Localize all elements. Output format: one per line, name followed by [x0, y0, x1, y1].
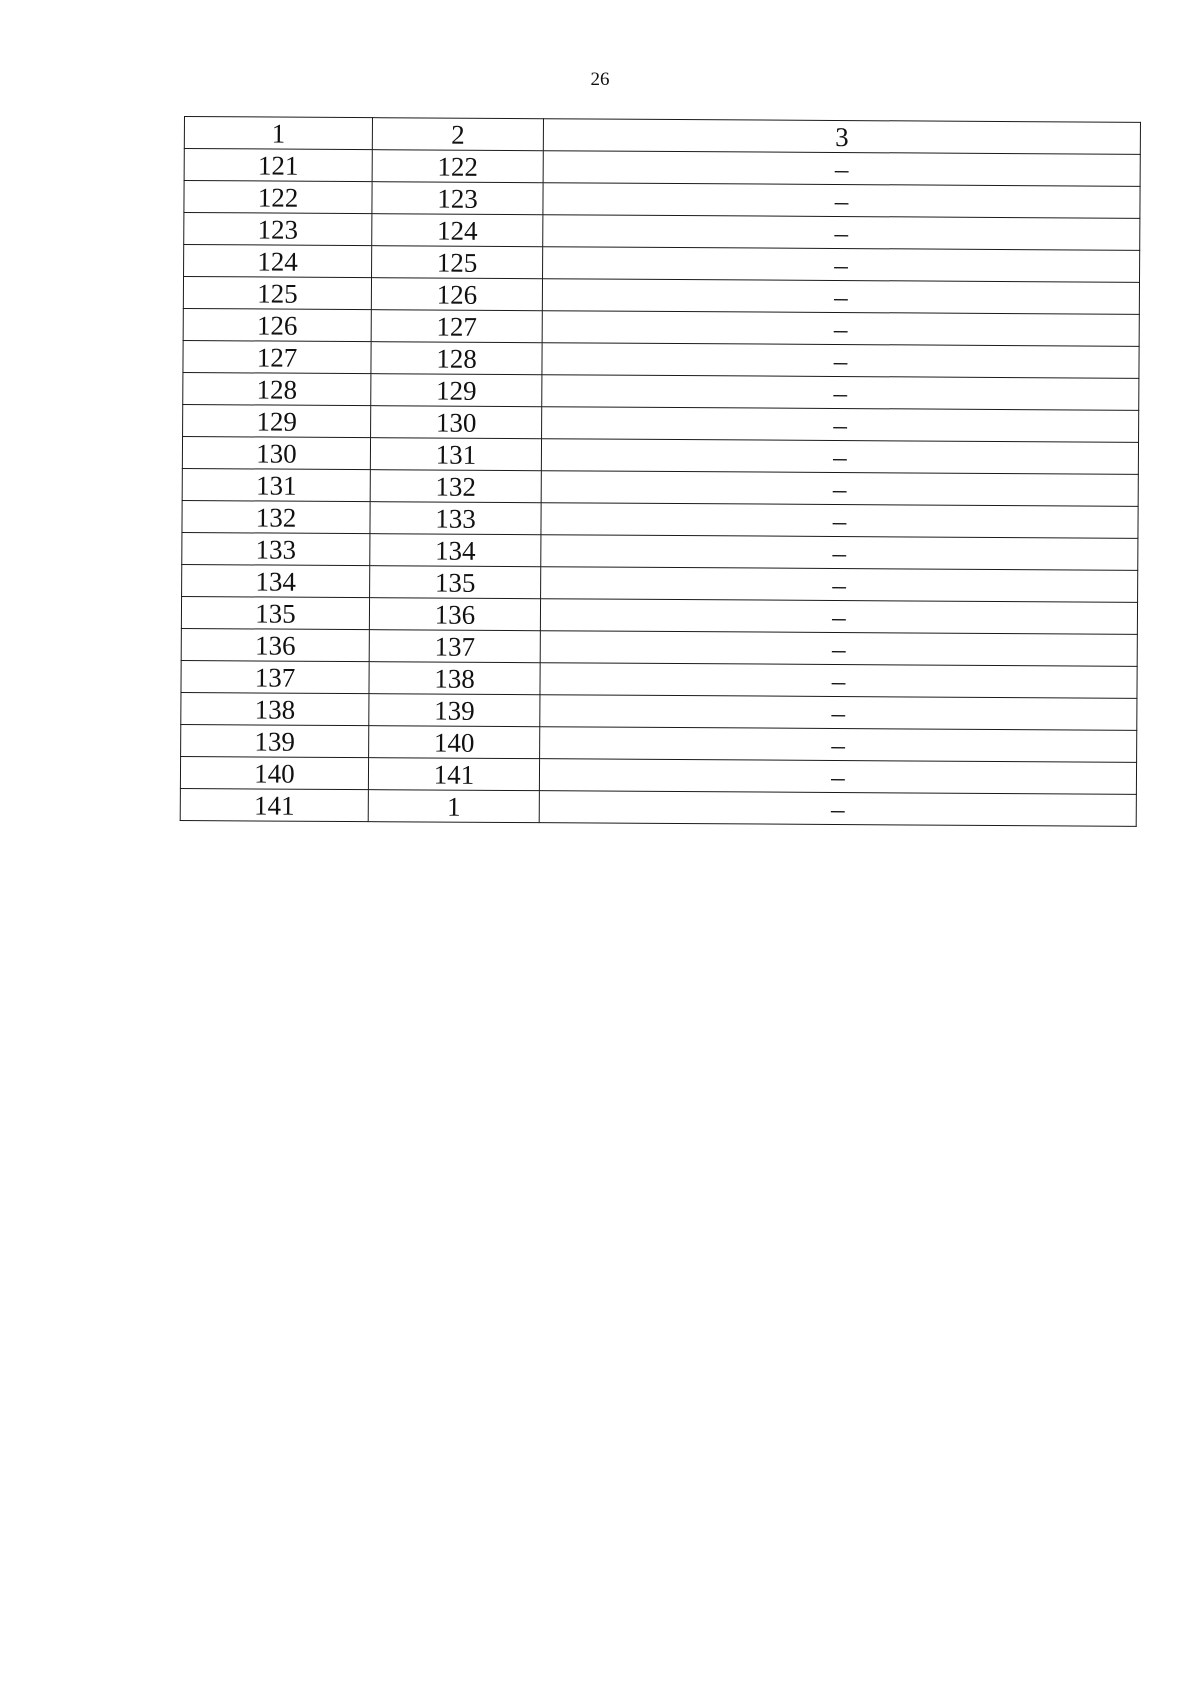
table-cell: –	[540, 663, 1137, 699]
table-cell: –	[539, 759, 1136, 795]
table-cell: 1	[368, 790, 539, 823]
table-cell: –	[543, 151, 1140, 187]
table-cell: –	[543, 215, 1140, 251]
table-cell: 140	[180, 756, 368, 789]
table-cell: –	[540, 695, 1137, 731]
table-cell: 141	[368, 758, 539, 791]
table-cell: 133	[370, 502, 541, 535]
table-cell: 140	[369, 726, 540, 759]
table-cell: 130	[371, 406, 542, 439]
page-number: 26	[590, 69, 610, 90]
table-cell: 134	[370, 534, 541, 567]
table-cell: 125	[372, 246, 543, 279]
table-cell: –	[542, 311, 1139, 347]
table-row	[180, 788, 1136, 826]
table-cell: 132	[370, 470, 541, 503]
table-cell: 129	[371, 374, 542, 407]
table-cell: –	[542, 375, 1139, 411]
table-cell: 137	[181, 660, 369, 693]
table-cell: –	[541, 439, 1138, 475]
table-cell: 135	[370, 566, 541, 599]
table-cell: 124	[184, 245, 372, 278]
table-cell: 121	[184, 149, 372, 182]
table-cell: 128	[183, 372, 371, 405]
table-cell: –	[541, 567, 1138, 603]
table-cell: –	[543, 183, 1140, 219]
table-cell: 136	[181, 628, 369, 661]
table-cell: 122	[184, 181, 372, 214]
table-cell: 141	[180, 788, 368, 821]
table-cell: –	[540, 599, 1137, 635]
table-cell: –	[541, 535, 1138, 571]
table-cell: 127	[371, 310, 542, 343]
table-cell: 129	[183, 404, 371, 437]
table-cell: –	[541, 503, 1138, 539]
table-cell: 138	[181, 692, 369, 725]
table-cell: 123	[184, 213, 372, 246]
table-cell: –	[542, 343, 1139, 379]
table-cell: 122	[372, 150, 543, 183]
table-cell: 131	[370, 438, 541, 471]
table-cell: –	[539, 791, 1136, 827]
table-cell: 136	[369, 598, 540, 631]
table-cell: 126	[371, 278, 542, 311]
table-cell: 128	[371, 342, 542, 375]
data-table	[180, 116, 1141, 827]
table-cell: –	[540, 727, 1137, 763]
table-cell: 130	[182, 436, 370, 469]
table-cell: 123	[372, 182, 543, 215]
table-cell: 137	[369, 630, 540, 663]
table-cell: 138	[369, 662, 540, 695]
table-body	[180, 117, 1140, 827]
table-cell: 132	[182, 500, 370, 533]
table-cell: 125	[183, 277, 371, 310]
table-cell: 139	[369, 694, 540, 727]
table-cell: 139	[181, 724, 369, 757]
table-cell: 124	[372, 214, 543, 247]
table-cell: 127	[183, 340, 371, 373]
header-cell-3: 3	[543, 119, 1140, 155]
table-cell: –	[541, 471, 1138, 507]
table-cell: –	[543, 247, 1140, 283]
table-cell: 131	[182, 468, 370, 501]
table-cell: 133	[182, 532, 370, 565]
table-cell: 135	[181, 596, 369, 629]
header-cell-1: 1	[184, 117, 372, 150]
table-cell: –	[542, 279, 1139, 315]
table-cell: 134	[182, 564, 370, 597]
table-cell: –	[542, 407, 1139, 443]
table-cell: –	[540, 631, 1137, 667]
header-cell-2: 2	[372, 118, 543, 151]
table-cell: 126	[183, 308, 371, 341]
